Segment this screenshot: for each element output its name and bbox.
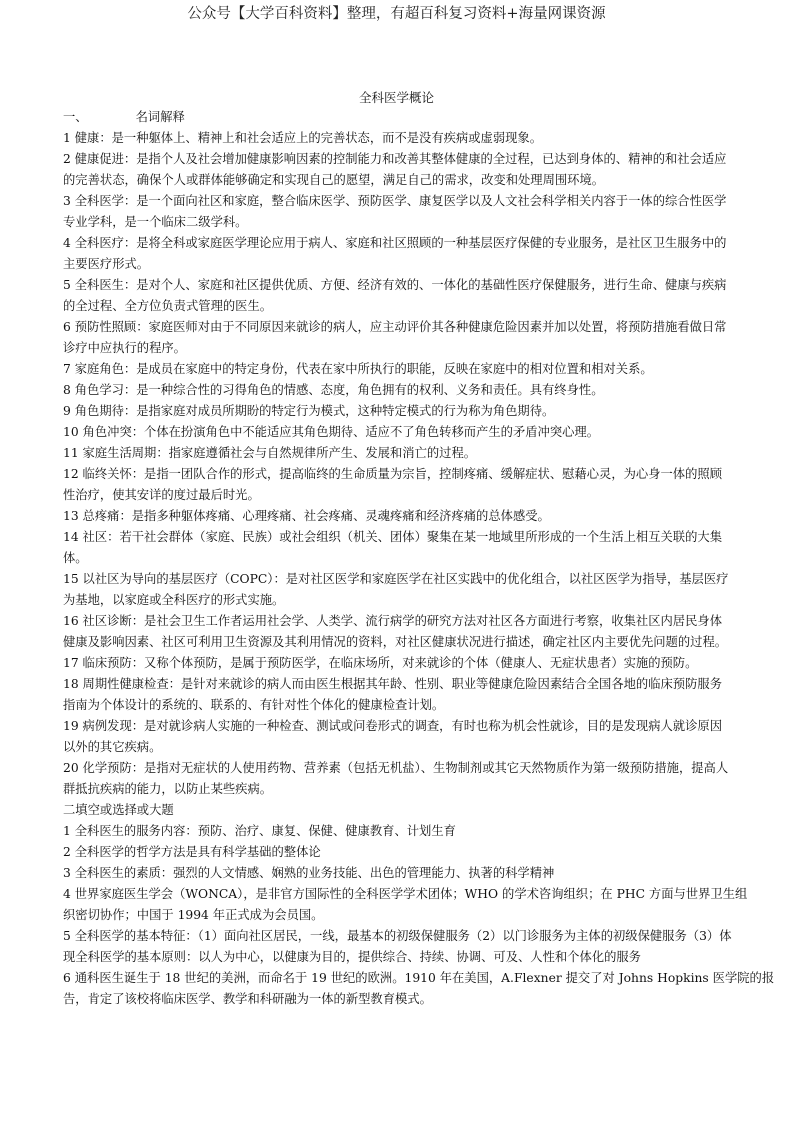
paragraph-item (63, 359, 723, 380)
paragraph-item (63, 968, 775, 1010)
text-line: 织密切协作；中国于 1994 年正式成为会员国。 (63, 908, 324, 922)
paragraph-item (63, 149, 727, 191)
text-line: 为基地，以家庭或全科医疗的形式实施。 (63, 593, 285, 607)
text-line: 的完善状态，确保个人或群体能够确定和实现自己的愿望，满足自己的需求，改变和处理周围环境。 (63, 173, 605, 187)
text-line: 15 以社区为导向的基层医疗（COPC）：是对社区医学和家庭医学在社区实践中的优化组合，以社区医学为指导，基层医疗 (63, 572, 729, 586)
section-2-heading: 二填空或选择或大题 (63, 803, 174, 817)
text-line: 6 通科医生诞生于 18 世纪的美洲，而命名于 19 世纪的欧洲。1910 年在美国，A.Flexner 提交了对 Johns Hopkins 医学院的报 (63, 971, 775, 985)
text-line: 3 全科医学：是一个面向社区和家庭，整合临床医学、预防医学、康复医学以及人文社会科学相关内容于一体的综合性医学 (63, 194, 727, 208)
text-line: 4 世界家庭医生学会（WONCA），是非官方国际性的全科医学学术团体；WHO 的学术咨询组织；在 PHC 方面与世界卫生组 (63, 887, 748, 901)
paragraph-item (63, 275, 727, 317)
text-line: 3 全科医生的素质：强烈的人文情感、娴熟的业务技能、出色的管理能力、执著的科学精神 (63, 866, 555, 880)
paragraph-item (63, 422, 723, 443)
text-line: 健康及影响因素、社区可利用卫生资源及其利用情况的资料，对社区健康状况进行描述，确定社区内主要优先问题的过程。 (63, 635, 728, 649)
header-banner: 公众号【大学百科资料】整理，有超百科复习资料+海量网课资源 (187, 6, 606, 22)
text-line: 现全科医学的基本原则：以人为中心，以健康为目的，提供综合、持续、协调、可及、人性和个体化的服务 (63, 950, 641, 964)
section-1-title: 名词解释 (135, 110, 185, 124)
text-line: 告，肯定了该校将临床医学、教学和科研融为一体的新型教育模式。 (63, 992, 432, 1006)
paragraph-item (63, 884, 748, 926)
text-line: 13 总疼痛：是指多种躯体疼痛、心理疼痛、社会疼痛、灵魂疼痛和经济疼痛的总体感受。 (63, 509, 550, 523)
text-line: 7 家庭角色：是成员在家庭中的特定身份，代表在家中所执行的职能，反映在家庭中的相对位置和相对关系。 (63, 362, 653, 376)
section-1-number: 一、 (63, 110, 88, 124)
section-1-heading (63, 107, 723, 128)
paragraph-item (63, 317, 727, 359)
paragraph-item (63, 842, 723, 863)
text-line: 1 健康：是一种躯体上、精神上和社会适应上的完善状态，而不是没有疾病或虚弱现象。 (63, 131, 543, 145)
paragraph-item (63, 527, 723, 569)
text-line: 1 全科医生的服务内容：预防、治疗、康复、保健、健康教育、计划生育 (63, 824, 456, 838)
paragraph-item (63, 506, 723, 527)
text-line: 18 周期性健康检查：是针对来就诊的病人而由医生根据其年龄、性别、职业等健康危险因素结合全国各地的临床预防服务 (63, 677, 722, 691)
paragraph-item (63, 863, 723, 884)
text-line: 19 病例发现：是对就诊病人实施的一种检查、测试或问卷形式的调查，有时也称为机会性就诊，目的是发现病人就诊原因 (63, 719, 722, 733)
paragraph-item (63, 674, 723, 716)
text-line: 6 预防性照顾：家庭医师对由于不同原因来就诊的病人，应主动评价其各种健康危险因素并加以处置，将预防措施看做日常 (63, 320, 727, 334)
text-line: 专业学科，是一个临床二级学科。 (63, 215, 248, 229)
paragraph-item (63, 716, 723, 758)
text-line: 诊疗中应执行的程序。 (63, 341, 186, 355)
text-line: 2 健康促进：是指个人及社会增加健康影响因素的控制能力和改善其整体健康的全过程，已达到身体的、精神的和社会适应 (63, 152, 727, 166)
paragraph-item (63, 611, 728, 653)
text-line: 以外的其它疾病。 (63, 740, 162, 754)
paragraph-item (63, 758, 729, 800)
text-line: 11 家庭生活周期：指家庭遵循社会与自然规律所产生、发展和消亡的过程。 (63, 446, 477, 460)
paragraph-item (63, 233, 727, 275)
document-body (63, 107, 775, 1010)
paragraph-item (63, 926, 732, 968)
paragraph-item (63, 569, 729, 611)
paragraph-item (63, 653, 723, 674)
paragraph-item (63, 464, 723, 506)
paragraph-item (63, 401, 723, 422)
section-1-items (63, 128, 729, 800)
text-line: 10 角色冲突：个体在扮演角色中不能适应其角色期待、适应不了角色转移而产生的矛盾冲突心理。 (63, 425, 600, 439)
text-line: 20 化学预防：是指对无症状的人使用药物、营养素（包括无机盐）、生物制剂或其它天然物质作为第一级预防措施，提高人 (63, 761, 729, 775)
section-2-items (63, 821, 775, 1010)
text-line: 主要医疗形式。 (63, 257, 150, 271)
paragraph-item (63, 821, 723, 842)
text-line: 4 全科医疗：是将全科或家庭医学理论应用于病人、家庭和社区照顾的一种基层医疗保健的专业服务，是社区卫生服务中的 (63, 236, 727, 250)
text-line: 8 角色学习：是一种综合性的习得角色的情感、态度，角色拥有的权利、义务和责任。具有终身性。 (63, 383, 604, 397)
paragraph-item (63, 443, 723, 464)
text-line: 群抵抗疾病的能力，以防止某些疾病。 (63, 782, 273, 796)
paragraph-item (63, 380, 723, 401)
paragraph-item (63, 128, 723, 149)
text-line: 9 角色期待：是指家庭对成员所期盼的特定行为模式，这种特定模式的行为称为角色期待。 (63, 404, 555, 418)
text-line: 17 临床预防：又称个体预防，是属于预防医学，在临床场所，对来就诊的个体（健康人、无症状患者）实施的预防。 (63, 656, 698, 670)
paragraph-item (63, 191, 727, 233)
text-line: 性治疗，使其安详的度过最后时光。 (63, 488, 260, 502)
text-line: 指南为个体设计的系统的、联系的、有针对性个体化的健康检查计划。 (63, 698, 445, 712)
text-line: 5 全科医学的基本特征：（1）面向社区居民，一线，最基本的初级保健服务（2）以门诊服务为主体的初级保健服务（3）体 (63, 929, 732, 943)
document-title: 全科医学概论 (358, 90, 434, 105)
text-line: 14 社区：若干社会群体（家庭、民族）或社会组织（机关、团体）聚集在某一地域里所形成的一个生活上相互关联的大集 (63, 530, 722, 544)
text-line: 体。 (63, 551, 88, 565)
text-line: 12 临终关怀：是指一团队合作的形式，提高临终的生命质量为宗旨，控制疼痛、缓解症状、慰藉心灵，为心身一体的照顾 (63, 467, 722, 481)
text-line: 2 全科医学的哲学方法是具有科学基础的整体论 (63, 845, 321, 859)
text-line: 5 全科医生：是对个人、家庭和社区提供优质、方便、经济有效的、一体化的基础性医疗保健服务，进行生命、健康与疾病 (63, 278, 727, 292)
text-line: 16 社区诊断：是社会卫生工作者运用社会学、人类学、流行病学的研究方法对社区各方面进行考察，收集社区内居民身体 (63, 614, 722, 628)
text-line: 的全过程、全方位负责式管理的医生。 (63, 299, 273, 313)
